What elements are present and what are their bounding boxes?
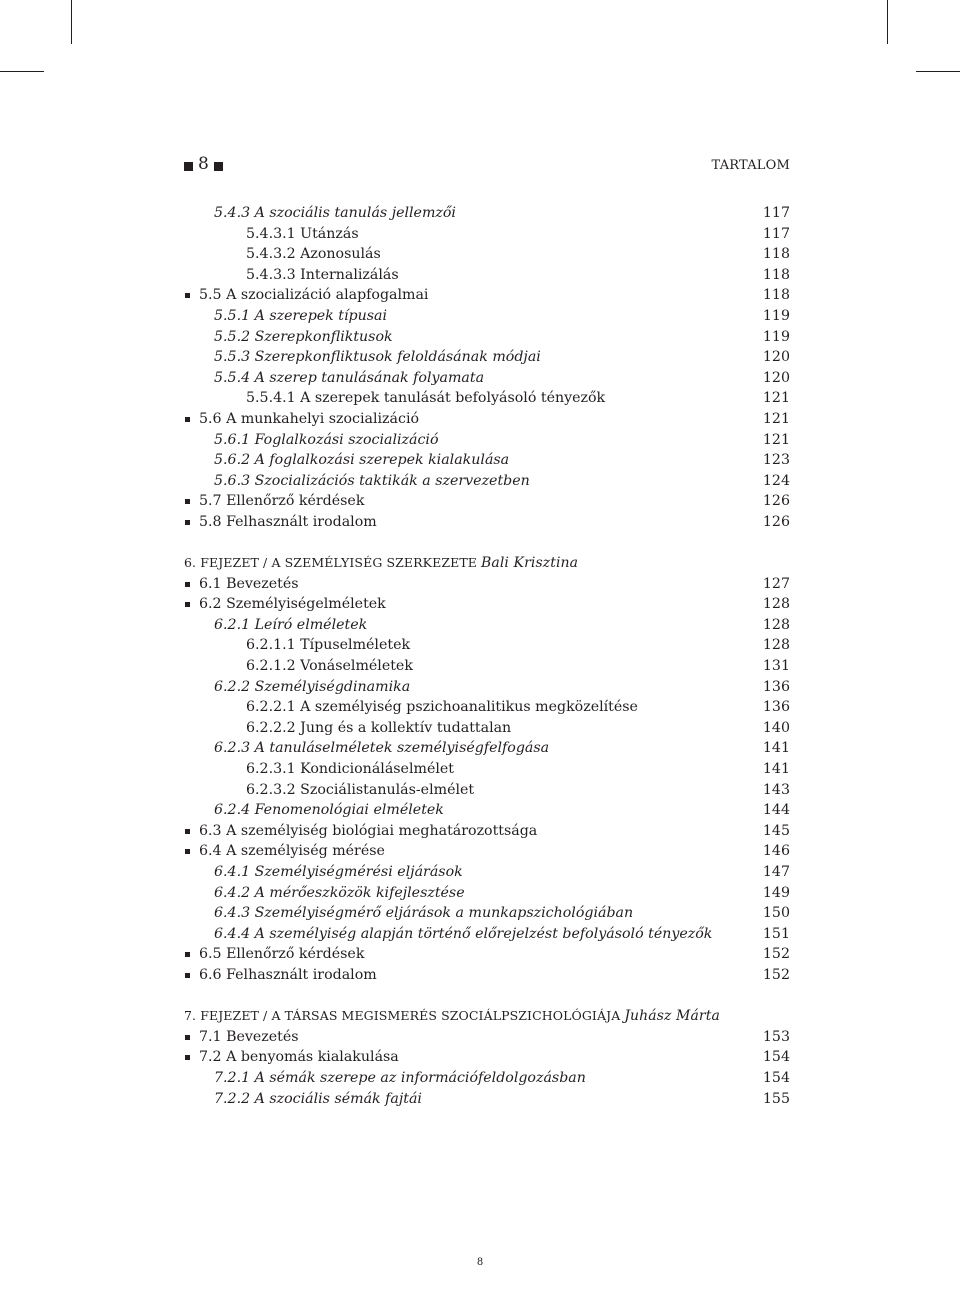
toc-entry [184, 738, 790, 759]
toc-entry-page: 153 [762, 1028, 790, 1045]
toc-entry-page: 150 [762, 905, 790, 922]
toc-entry-title: 6.2.1 Leíró elméletek [214, 616, 368, 633]
crop-mark-top-left [71, 0, 72, 44]
toc-entry [184, 677, 790, 698]
toc-entry-page: 149 [762, 884, 790, 901]
toc-entry [184, 574, 790, 595]
toc-entry [184, 1027, 790, 1048]
toc-entry-page: 128 [762, 596, 790, 613]
toc-entry-page: 154 [762, 1069, 790, 1086]
toc-entry-page: 152 [762, 946, 790, 963]
toc-entry-page: 152 [762, 966, 790, 983]
toc-entry [184, 244, 790, 265]
toc-entry [184, 265, 790, 286]
toc-entry [184, 718, 790, 739]
toc-entry-page: 126 [762, 493, 790, 510]
toc-entry-title: 7.2 A benyomás kialakulása [199, 1049, 399, 1066]
toc-entry [184, 285, 790, 306]
chapter-title-text: 7. FEJEZET / A TÁRSAS MEGISMERÉS SZOCIÁLPSZICHOLÓGIÁJA [184, 1008, 621, 1024]
crop-mark-left [0, 71, 44, 72]
toc-entry [184, 224, 790, 245]
toc-entry [184, 800, 790, 821]
toc-entry-page: 147 [762, 864, 790, 880]
table-of-contents [184, 203, 790, 1109]
page-header [184, 156, 790, 180]
toc-entry [184, 862, 790, 883]
chapter-title [184, 1006, 720, 1026]
toc-entry [184, 656, 790, 677]
toc-entry-title: 5.4.3.3 Internalizálás [246, 266, 399, 283]
toc-entry [184, 306, 790, 327]
bullet-square-icon [185, 973, 190, 978]
toc-entry [184, 759, 790, 780]
toc-entry-page: 141 [762, 761, 790, 778]
toc-entry [184, 780, 790, 801]
toc-entry-title: 5.6.3 Szocializációs taktikák a szervezetben [214, 472, 530, 489]
header-square-icon [214, 162, 223, 171]
toc-entry [184, 1068, 790, 1089]
toc-entry [184, 430, 790, 451]
toc-entry-title: 5.6.2 A foglalkozási szerepek kialakulása [214, 452, 510, 469]
toc-entry-page: 119 [762, 328, 790, 345]
toc-entry-page: 155 [762, 1090, 790, 1107]
chapter-author: Bali Krisztina [481, 555, 579, 572]
toc-entry-page: 145 [762, 822, 790, 839]
toc-entry [184, 594, 790, 615]
toc-entry-title: 5.6 A munkahelyi szocializáció [199, 410, 420, 427]
toc-entry-title: 6.4.4 A személyiség alapján történő előrejelzést befolyásoló tényezők [214, 925, 713, 942]
toc-entry [184, 635, 790, 656]
toc-entry-page: 128 [762, 616, 790, 633]
bullet-square-icon [185, 520, 190, 525]
toc-entry-title: 7.1 Bevezetés [199, 1028, 299, 1045]
bullet-square-icon [185, 829, 190, 834]
chapter-author: Juhász Márta [624, 1008, 720, 1025]
toc-entry [184, 697, 790, 718]
toc-entry-page: 118 [762, 246, 790, 263]
toc-entry-title: 5.8 Felhasznált irodalom [199, 513, 377, 530]
toc-entry-title: 6.3 A személyiség biológiai meghatározottsága [199, 822, 538, 839]
toc-entry [184, 471, 790, 492]
toc-entry-title: 5.5.3 Szerepkonfliktusok feloldásának módjai [214, 349, 541, 366]
toc-entry-title: 6.2.1.1 Típuselméletek [246, 637, 411, 654]
toc-entry-title: 5.5.4 A szerep tanulásának folyamata [214, 369, 485, 386]
toc-entry-title: 6.2.3.2 Szociálistanulás-elmélet [246, 781, 475, 798]
toc-entry-title: 6.4.2 A mérőeszközök kifejlesztése [214, 884, 465, 901]
bullet-square-icon [185, 952, 190, 957]
toc-entry [184, 388, 790, 409]
toc-entry-title: 6.2.3 A tanuláselméletek személyiségfelfogása [214, 740, 550, 757]
toc-entry-title: 5.5 A szocializáció alapfogalmai [199, 287, 429, 304]
header-square-icon [184, 162, 193, 171]
toc-entry-page: 151 [762, 925, 790, 942]
bullet-square-icon [185, 1055, 190, 1060]
toc-entry-title: 5.6.1 Foglalkozási szocializáció [214, 431, 439, 448]
toc-entry [184, 368, 790, 389]
toc-entry [184, 512, 790, 533]
toc-entry-title: 6.2.4 Fenomenológiai elméletek [214, 802, 444, 819]
toc-entry-page: 154 [762, 1049, 790, 1066]
bullet-square-icon [185, 582, 190, 587]
toc-entry-title: 6.6 Felhasznált irodalom [199, 966, 377, 983]
toc-entry-page: 131 [762, 658, 790, 675]
toc-entry-page: 121 [762, 431, 790, 448]
toc-entry-page: 136 [762, 699, 790, 716]
toc-entry-title: 6.4.1 Személyiségmérési eljárások [214, 864, 463, 880]
toc-entry-title: 5.5.2 Szerepkonfliktusok [214, 328, 393, 345]
chapter-title-text: 6. FEJEZET / A SZEMÉLYISÉG SZERKEZETE [184, 555, 477, 571]
bullet-square-icon [185, 602, 190, 607]
bullet-square-icon [185, 293, 190, 298]
toc-entry-page: 143 [762, 781, 790, 798]
toc-entry-title: 6.5 Ellenőrző kérdések [199, 946, 365, 963]
chapter-heading [184, 1006, 790, 1027]
toc-entry-page: 121 [762, 390, 790, 407]
toc-entry-page: 118 [762, 287, 790, 304]
bullet-square-icon [185, 499, 190, 504]
toc-entry-page: 146 [762, 843, 790, 860]
toc-entry [184, 903, 790, 924]
toc-entry-page: 117 [762, 225, 790, 242]
toc-entry-page: 136 [762, 678, 790, 695]
chapter-title [184, 553, 578, 573]
section-gap [184, 986, 790, 1007]
toc-entry [184, 347, 790, 368]
toc-entry [184, 841, 790, 862]
toc-entry-page: 117 [762, 205, 790, 221]
toc-entry [184, 491, 790, 512]
toc-entry [184, 203, 790, 224]
toc-entry-title: 7.2.2 A szociális sémák fajtái [214, 1090, 422, 1107]
bullet-square-icon [185, 417, 190, 422]
toc-entry-page: 121 [762, 410, 790, 427]
toc-entry-title: 6.2.2.1 A személyiség pszichoanalitikus megközelítése [246, 699, 638, 716]
crop-mark-top-right [887, 0, 888, 44]
toc-entry-title: 6.4 A személyiség mérése [199, 843, 385, 860]
toc-entry-title: 6.1 Bevezetés [199, 575, 299, 592]
toc-entry-title: 5.4.3.1 Utánzás [246, 225, 359, 242]
toc-entry-page: 119 [762, 307, 790, 324]
toc-entry-title: 6.4.3 Személyiségmérő eljárások a munkapszichológiában [214, 905, 634, 922]
toc-entry-page: 144 [762, 802, 790, 819]
toc-entry-page: 118 [762, 266, 790, 283]
toc-entry [184, 821, 790, 842]
toc-entry-page: 120 [762, 369, 790, 386]
toc-entry-title: 6.2 Személyiségelméletek [199, 596, 386, 613]
toc-entry-page: 120 [762, 349, 790, 366]
toc-entry-page: 128 [762, 637, 790, 654]
toc-entry [184, 965, 790, 986]
toc-entry-page: 124 [762, 472, 790, 489]
toc-entry-page: 141 [762, 740, 790, 757]
toc-entry-title: 6.2.2 Személyiségdinamika [214, 678, 411, 695]
chapter-heading [184, 553, 790, 574]
toc-entry-title: 7.2.1 A sémák szerepe az információfeldolgozásban [214, 1069, 586, 1086]
toc-entry-page: 140 [762, 719, 790, 736]
section-gap [184, 533, 790, 554]
bullet-square-icon [185, 849, 190, 854]
toc-entry-title: 5.4.3.2 Azonosulás [246, 246, 381, 263]
toc-entry [184, 327, 790, 348]
running-title: TARTALOM [711, 158, 790, 173]
toc-entry [184, 924, 790, 945]
toc-entry [184, 883, 790, 904]
footer-page-number: 8 [476, 1257, 484, 1268]
crop-mark-right [916, 71, 960, 72]
toc-entry [184, 409, 790, 430]
toc-entry-title: 5.4.3 A szociális tanulás jellemzői [214, 205, 456, 221]
toc-entry-title: 6.2.2.2 Jung és a kollektív tudattalan [246, 719, 512, 736]
header-page-number: 8 [198, 154, 209, 174]
toc-entry-title: 5.5.4.1 A szerepek tanulását befolyásoló tényezők [246, 390, 606, 407]
toc-entry-title: 6.2.3.1 Kondicionáláselmélet [246, 761, 454, 778]
toc-entry-page: 123 [762, 452, 790, 469]
toc-entry-title: 6.2.1.2 Vonáselméletek [246, 658, 413, 675]
toc-entry [184, 1089, 790, 1110]
toc-entry-page: 127 [762, 575, 790, 592]
toc-entry-title: 5.5.1 A szerepek típusai [214, 307, 388, 324]
toc-entry [184, 944, 790, 965]
toc-entry-title: 5.7 Ellenőrző kérdések [199, 493, 365, 510]
toc-entry [184, 450, 790, 471]
bullet-square-icon [185, 1035, 190, 1040]
toc-entry-page: 126 [762, 513, 790, 530]
toc-entry [184, 1047, 790, 1068]
toc-entry [184, 615, 790, 636]
